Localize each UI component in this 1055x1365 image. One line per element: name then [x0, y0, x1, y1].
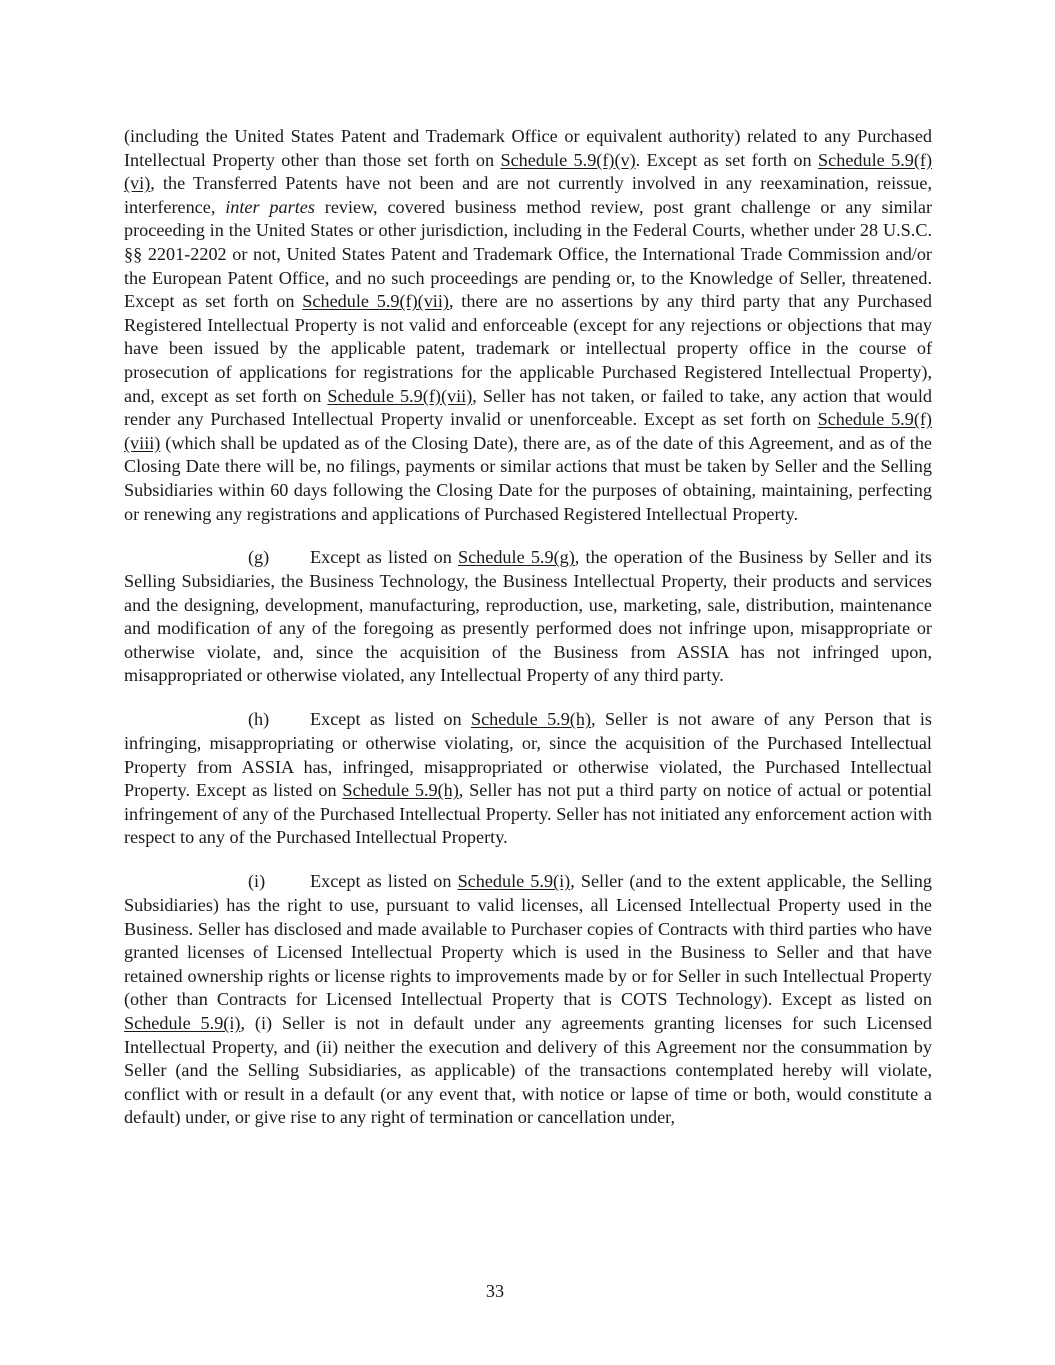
text-run: , Seller (and to the extent applicable, the Selling Subsidiaries) has the right to use, pursuant to valid licenses, all Licensed Intellectual Property used in the Business. Seller has disclosed and made available to Purchaser copies of Contracts with third parties who have granted licenses of Licensed Intellectual Property which is used in the Business to Seller and that have retained ownership rights or license rights to improvements made by or for Seller in such Intellectual Property (other than Contracts for Licensed Intellectual Property that is COTS Technology). Except as listed on — [124, 871, 932, 1010]
paragraph-i — [124, 870, 932, 1130]
document-page — [124, 125, 932, 1150]
text-run: Except as listed on — [310, 871, 458, 892]
schedule-reference: Schedule 5.9(i) — [457, 871, 571, 892]
text-run: , Seller has not taken, or failed to take, any action that would render any Purchased Intellectual Property invalid or unenforceable. Except as set forth on — [124, 385, 932, 430]
paragraph-f-continuation — [124, 125, 932, 526]
text-run: . Except as set forth on — [635, 149, 819, 170]
italic-term: inter partes — [225, 196, 315, 217]
text-run: Except as listed on — [310, 709, 471, 730]
paragraph-g — [124, 546, 932, 688]
page-number: 33 — [485, 1281, 505, 1301]
text-run: , there are no assertions by any third party that any Purchased Registered Intellectual Property is not valid and enforceable (except for any rejections or objections that may have been issued by the applicable patent, trademark or intellectual property office in the course of prosecution of applications for registrations for the applicable Purchased Registered Intellectual Property), and, except as set forth on — [124, 291, 933, 406]
paragraph-h — [124, 708, 932, 850]
schedule-reference: Schedule 5.9(f)(vii) — [327, 385, 473, 406]
text-run: (which shall be updated as of the Closing Date), there are, as of the date of this Agreement, and as of the Closing Date there will be, no filings, payments or similar actions that must be taken by Seller and the Selling Subsidiaries within 60 days following the Closing Date for the purposes of obtaining, maintaining, perfecting or renewing any registrations and applications of Purchased Registered Intellectual Property. — [124, 432, 932, 524]
text-run: review, covered business method review, post grant challenge or any similar proceeding in the United States or other jurisdiction, including in the Federal Courts, whether under 28 U.S.C. §§ 2201-2202 or not, United States Patent and Trademark Office, the International Trade Commission and/or the European Patent Office, and no such proceedings are pending or, to the Knowledge of Seller, threatened. Except as set forth on — [124, 196, 933, 312]
schedule-reference: Schedule 5.9(g) — [457, 547, 575, 568]
clause-label: (h) — [248, 709, 270, 730]
text-run: , Seller is not aware of any Person that is infringing, misappropriating or otherwise violating, or, since the acquisition of the Purchased Intellectual Property from ASSIA has, infringed, misappropriated or otherwise violated, the Purchased Intellectual Property. Except as listed on — [124, 709, 932, 801]
schedule-reference: Schedule 5.9(i) — [124, 1012, 241, 1033]
text-run: , Seller has not put a third party on notice of actual or potential infringement of any of the Purchased Intellectual Property. Seller has not initiated any enforcement action with respect to any of the Purchased Intellectual Property. — [124, 780, 932, 848]
schedule-reference: Schedule 5.9(h) — [342, 780, 459, 801]
text-run: , the Transferred Patents have not been and are not currently involved in any reexamination, reissue, interference, — [124, 173, 932, 217]
schedule-reference: Schedule 5.9(f)(v) — [500, 149, 636, 170]
schedule-reference: Schedule 5.9(f)(vii) — [302, 291, 449, 312]
clause-label: (g) — [248, 547, 270, 568]
schedule-reference: Schedule 5.9(h) — [470, 709, 592, 730]
schedule-reference: Schedule 5.9(f)(vi) — [124, 149, 933, 194]
clause-label: (i) — [248, 871, 266, 892]
schedule-reference: Schedule 5.9(f)(viii) — [124, 409, 932, 453]
text-run: , the operation of the Business by Seller and its Selling Subsidiaries, the Business Technology, the Business Intellectual Property, their products and services and the designing, development, manufacturing, reproduction, use, marketing, sale, distribution, maintenance and modification of any of the foregoing as presently performed does not infringe upon, misappropriate or otherwise violate, and, since the acquisition of the Business from ASSIA has not infringed upon, misappropriated or otherwise violated, any Intellectual Property of any third party. — [124, 547, 932, 686]
text-run: Except as listed on — [310, 547, 458, 568]
text-run: (including the United States Patent and Trademark Office or equivalent authority) related to any Purchased Intellectual Property other than those set forth on — [124, 126, 932, 170]
text-run: , (i) Seller is not in default under any agreements granting licenses for such Licensed Intellectual Property, and (ii) neither the execution and delivery of this Agreement nor the consummation by Seller (and the Selling Subsidiaries, as applicable) of the transactions contemplated hereby will violate, conflict with or result in a default (or any event that, with notice or lapse of time or both, would constitute a default) under, or give rise to any right of termination or cancellation under, — [124, 1012, 932, 1128]
